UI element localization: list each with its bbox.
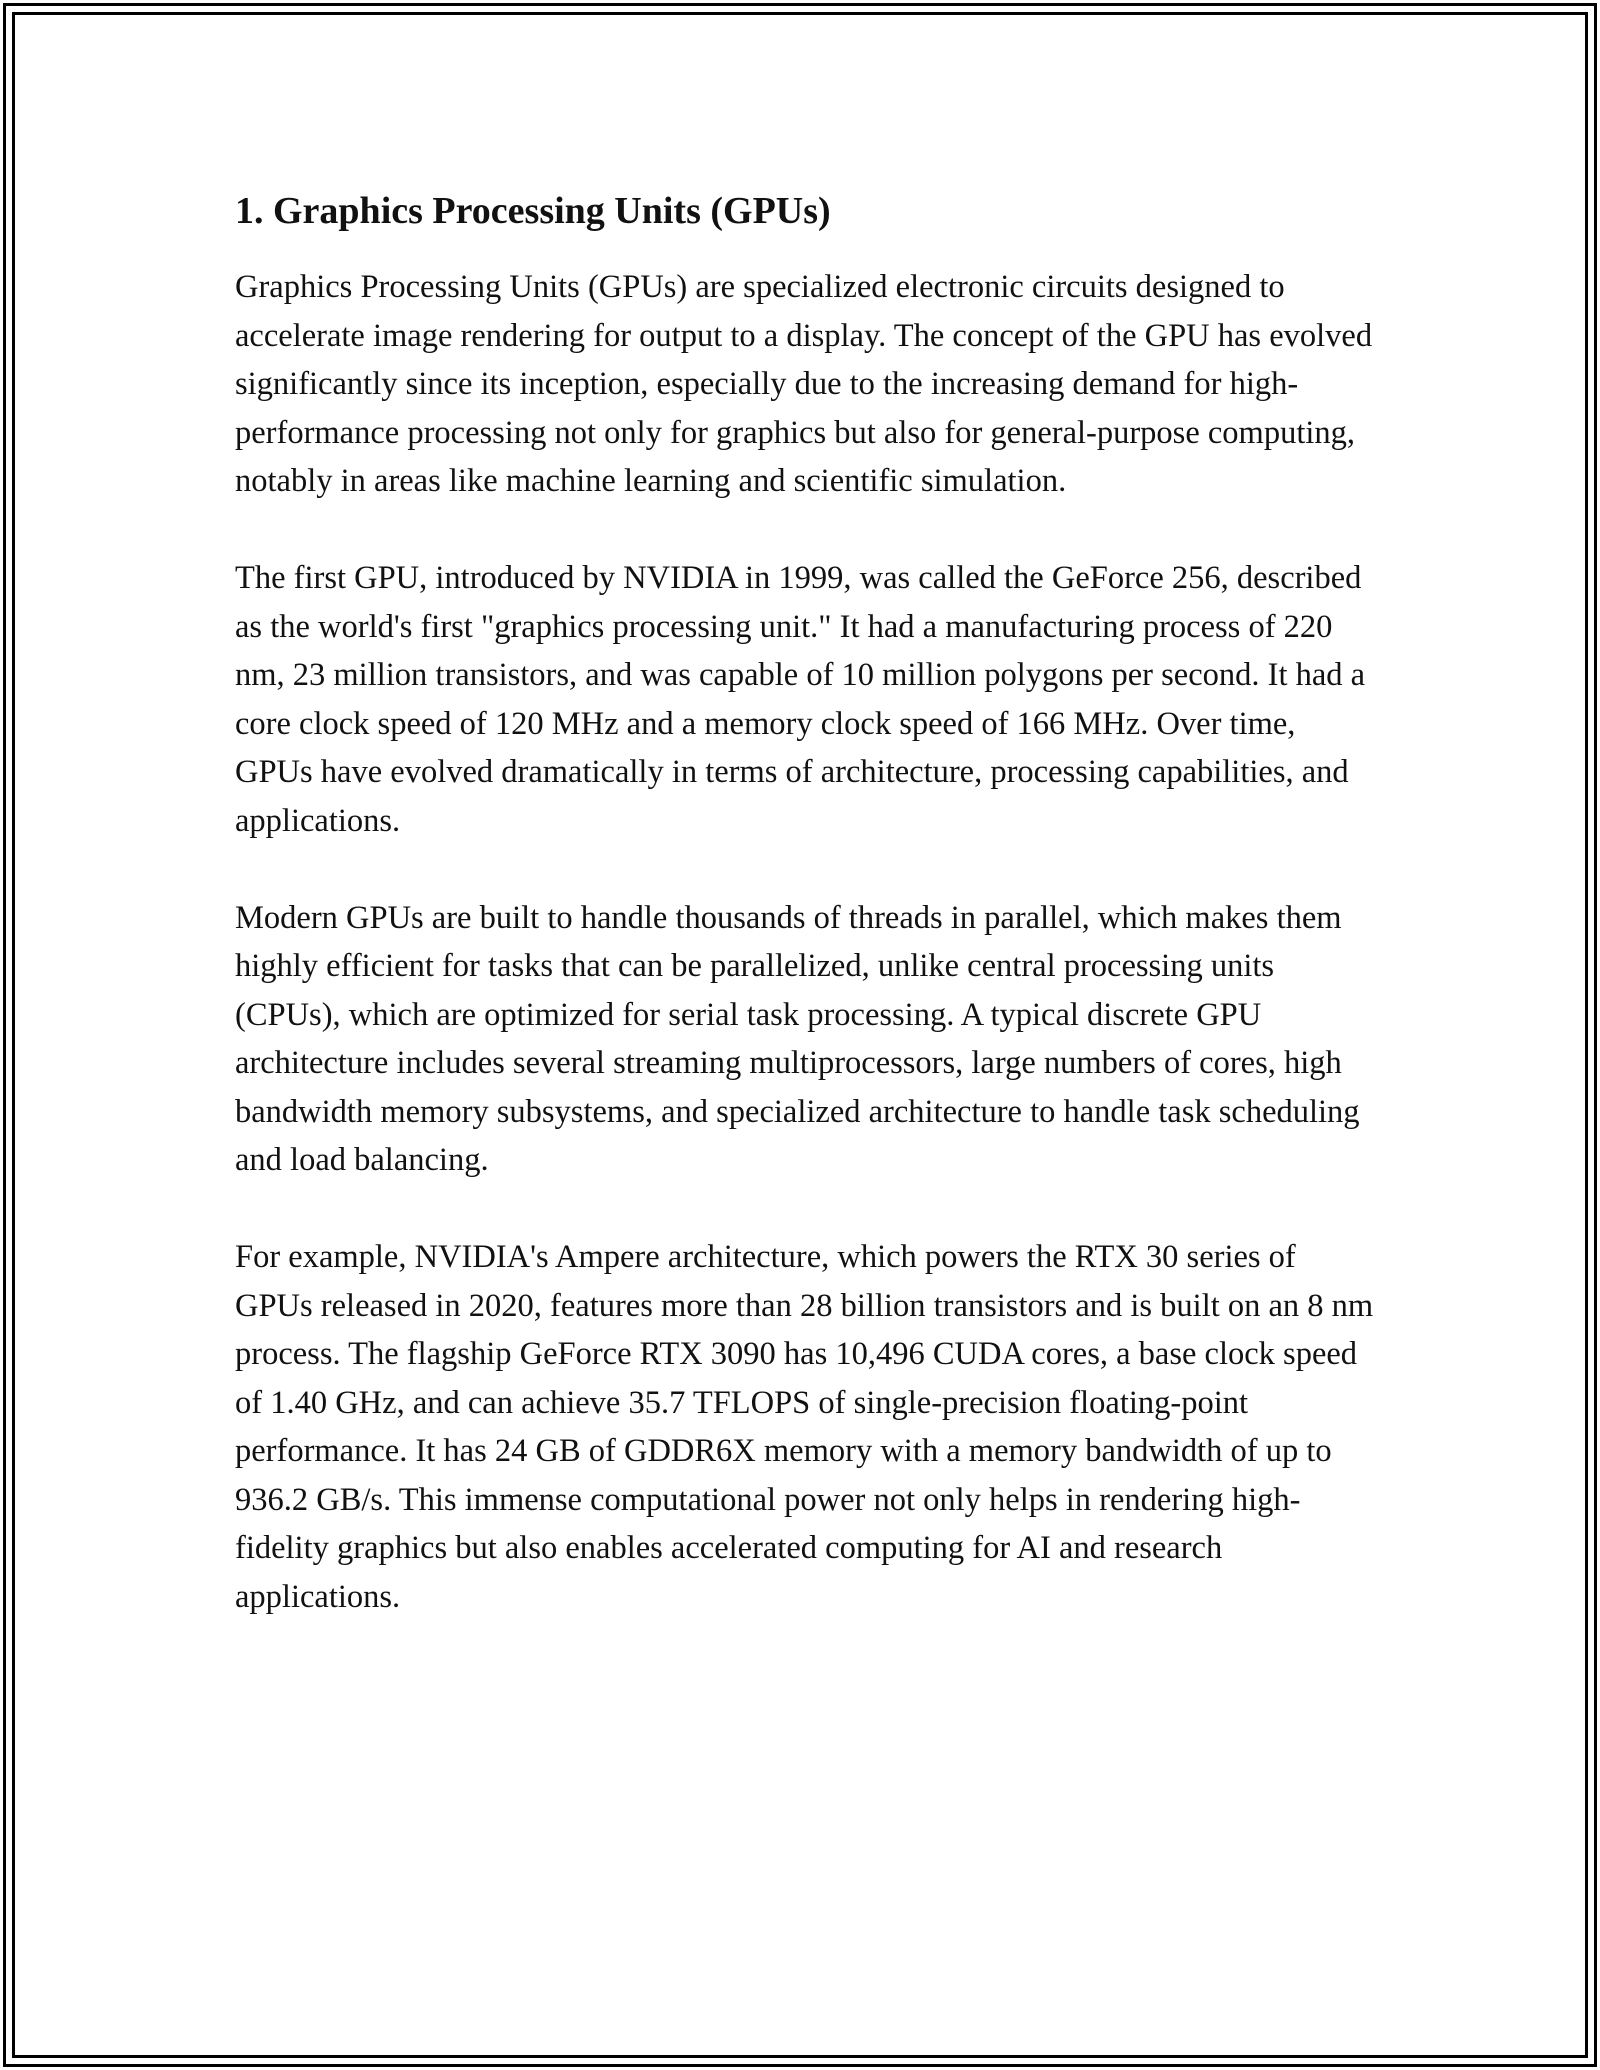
section-heading: 1. Graphics Processing Units (GPUs) [235,190,831,232]
paragraph-ampere-example: For example, NVIDIA's Ampere architecture, which powers the RTX 30 series of GPUs released in 2020, features more than 28 billion transistors and is built on an 8 nm process. The flagship GeForce RTX 3090 has 10,496 CUDA cores, a base clock speed of 1.40 GHz, and can achieve 35.7 TFLOPS of single-precision floating-point performance. It has 24 GB of GDDR6X memory with a memory bandwidth of up to 936.2 GB/s. This immense computational power not only helps in rendering high-fidelity graphics but also enables accelerated computing for AI and research applications. [235,1239,1374,1615]
paragraph-modern-gpus: Modern GPUs are built to handle thousands of threads in parallel, which makes them highly efficient for tasks that can be parallelized, unlike central processing units (CPUs), which are optimized for serial task processing. A typical discrete GPU architecture includes several streaming multiprocessors, large numbers of cores, high bandwidth memory subsystems, and specialized architecture to handle task scheduling and load balancing. [235,899,1360,1178]
paragraph-first-gpu: The first GPU, introduced by NVIDIA in 1999, was called the GeForce 256, described as the world's first "graphics processing unit." It had a manufacturing process of 220 nm, 23 million transistors, and was capable of 10 million polygons per second. It had a core clock speed of 120 MHz and a memory clock speed of 166 MHz. Over time, GPUs have evolved dramatically in terms of architecture, processing capabilities, and applications. [235,560,1366,839]
paragraph-gpu-definition: Graphics Processing Units (GPUs) are specialized electronic circuits designed to accelerate image rendering for output to a display. The concept of the GPU has evolved significantly since its inception, especially due to the increasing demand for high-performance processing not only for graphics but also for general-purpose computing, notably in areas like machine learning and scientific simulation. [235,269,1373,499]
document-body [235,185,1375,1621]
